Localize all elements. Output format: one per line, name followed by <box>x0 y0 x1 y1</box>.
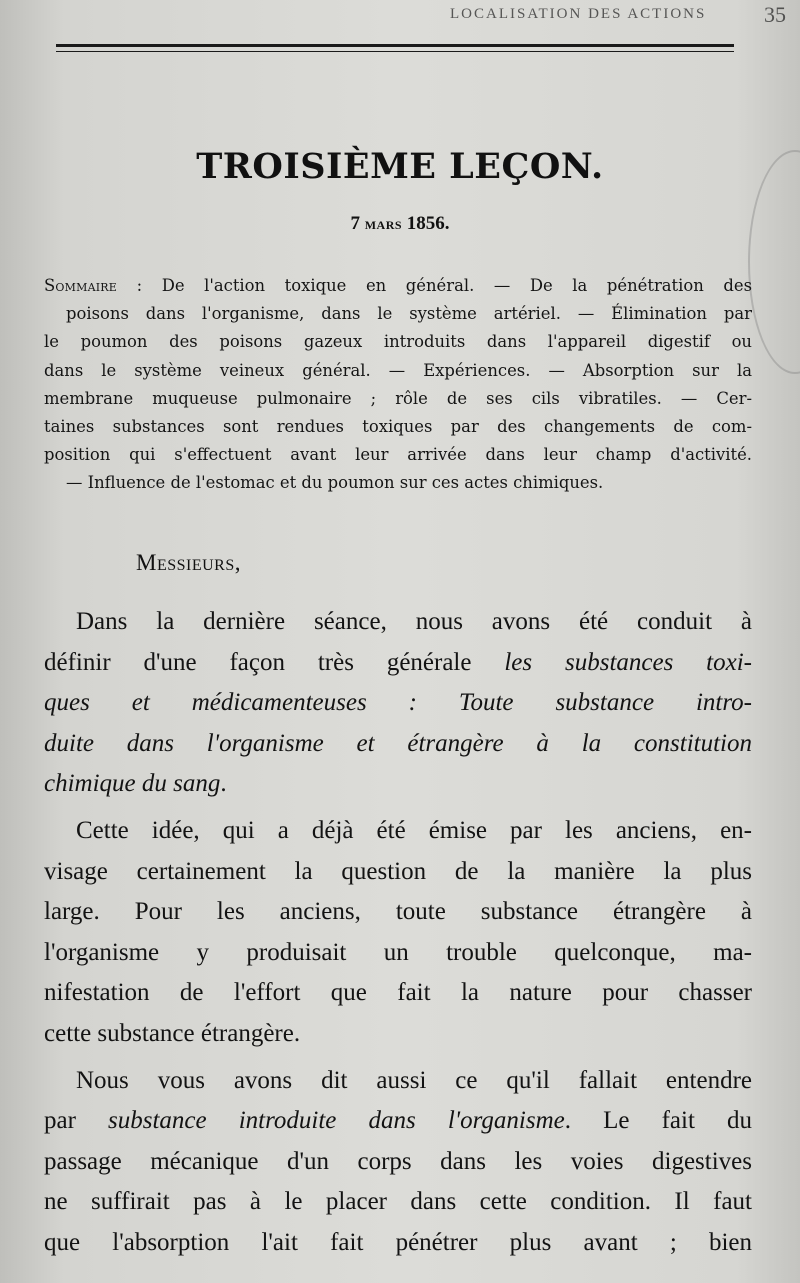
body-line: large. Pour les anciens, toute substance étrangère à <box>44 898 752 926</box>
date-year: 1856. <box>406 213 450 234</box>
lesson-title: TROISIÈME LEÇON. <box>196 146 604 187</box>
body-line: chimique du sang. <box>44 770 227 798</box>
header-rule-thick <box>56 44 734 47</box>
body-line: duite dans l'organisme et étrangère à la constitution <box>44 729 752 757</box>
body-line: ne suffirait pas à le placer dans cette condition. Il faut <box>44 1188 752 1216</box>
greeting: Messieurs, <box>136 550 241 575</box>
lesson-date <box>0 213 800 235</box>
body-line: visage certainement la question de la manière la plus <box>44 857 752 885</box>
summary-line: taines substances sont rendues toxiques par des changements de com- <box>44 417 752 437</box>
date-month: mars <box>364 214 403 233</box>
body-line: Nous vous avons dit aussi ce qu'il fallait entendre <box>76 1066 752 1094</box>
body-text <box>44 602 752 1264</box>
body-line: nifestation de l'effort que fait la nature pour chasser <box>44 979 752 1007</box>
date-day: 7 <box>350 213 360 234</box>
summary-line: membrane muqueuse pulmonaire ; rôle de ses cils vibratiles. — Cer- <box>44 388 752 408</box>
body-line: Dans la dernière séance, nous avons été conduit à <box>76 608 752 635</box>
body-line: par substance introduite dans l'organisme. Le fait du <box>44 1107 752 1135</box>
summary-block <box>44 272 752 498</box>
body-line: passage mécanique d'un corps dans les voies digestives <box>44 1147 752 1175</box>
body-line: que l'absorption l'ait fait pénétrer plus avant ; bien <box>44 1228 752 1256</box>
header-rule-thin <box>56 51 734 52</box>
body-line: Cette idée, qui a déjà été émise par les anciens, en- <box>76 816 752 844</box>
body-line: ques et médicamenteuses : Toute substance intro- <box>44 689 752 717</box>
summary-line: poisons dans l'organisme, dans le système artériel. — Élimination par <box>66 304 752 324</box>
running-head: LOCALISATION DES ACTIONS <box>450 6 707 22</box>
body-line: l'organisme y produisait un trouble quelconque, ma- <box>44 938 752 966</box>
body-line: définir d'une façon très générale les substances toxi- <box>44 648 752 676</box>
summary-line: dans le système veineux général. — Expériences. — Absorption sur la <box>44 360 752 380</box>
summary-line: Sommaire : De l'action toxique en général. — De la pénétration des <box>44 276 752 295</box>
summary-line: le poumon des poisons gazeux introduits dans l'appareil digestif ou <box>44 332 752 352</box>
summary-line: — Influence de l'estomac et du poumon sur ces actes chimiques. <box>66 473 604 493</box>
page-number: 35 <box>764 2 786 27</box>
summary-line: position qui s'effectuent avant leur arrivée dans leur champ d'activité. <box>44 445 752 465</box>
summary-label: Sommaire <box>44 276 117 295</box>
body-line: cette substance étrangère. <box>44 1019 301 1047</box>
